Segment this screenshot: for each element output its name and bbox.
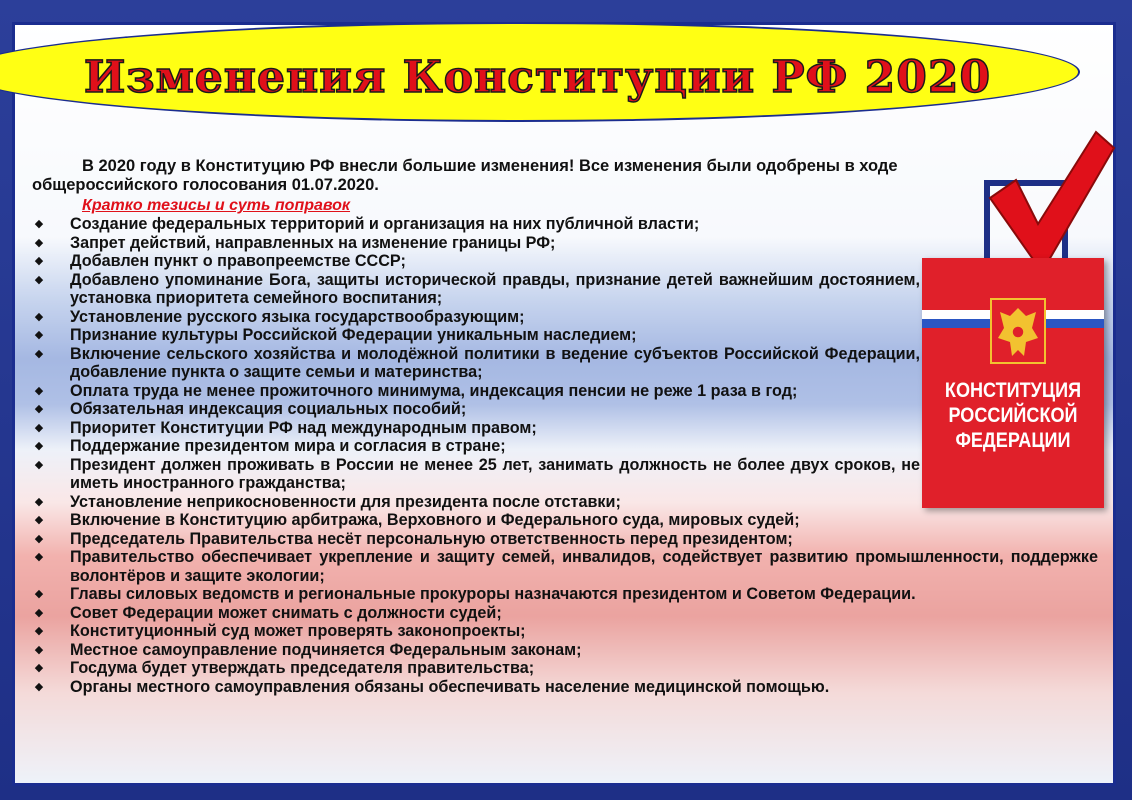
diamond-bullet-icon: ◆ bbox=[34, 625, 44, 637]
list-item: ◆ Совет Федерации может снимать с должности судей; bbox=[32, 604, 1098, 623]
list-item: ◆ Установление неприкосновенности для президента после отставки; bbox=[32, 493, 1098, 512]
diamond-bullet-icon: ◆ bbox=[34, 458, 44, 471]
list-item: ◆ Включение в Конституцию арбитража, Верховного и Федерального суда, мировых судей; bbox=[32, 511, 1098, 530]
list-item: ◆ Признание культуры Российской Федерации уникальным наследием; bbox=[32, 326, 920, 345]
coat-of-arms-icon bbox=[990, 298, 1046, 364]
list-item: ◆ Правительство обеспечивает укрепление и защиту семей, инвалидов, содействует развитию промышленности, поддержке волонтёров и защите экологии; bbox=[32, 548, 1098, 585]
list-item: ◆ Госдума будет утверждать председателя правительства; bbox=[32, 659, 1098, 678]
list-item: ◆ Президент должен проживать в России не менее 25 лет, занимать должность не более двух сроков, не иметь иностранного гражданства; bbox=[32, 456, 920, 493]
diamond-bullet-icon: ◆ bbox=[34, 255, 44, 267]
intro-text: В 2020 году в Конституцию РФ внесли большие изменения! Все изменения были одобрены в ходе общероссийского голосования 01.07.2020. bbox=[32, 157, 898, 194]
diamond-bullet-icon: ◆ bbox=[34, 680, 44, 693]
list-item: ◆ Обязательная индексация социальных пособий; bbox=[32, 400, 920, 419]
list-item: ◆ Оплата труда не менее прожиточного минимума, индексация пенсии не реже 1 раза в год; bbox=[32, 382, 920, 401]
subheading: Кратко тезисы и суть поправок bbox=[82, 197, 351, 214]
list-item: ◆ Приоритет Конституции РФ над международным правом; bbox=[32, 419, 920, 438]
constitution-book bbox=[922, 258, 1104, 508]
checkmark-icon bbox=[968, 120, 1118, 280]
list-item: ◆ Установление русского языка государствообразующим; bbox=[32, 308, 920, 327]
diamond-bullet-icon: ◆ bbox=[34, 329, 44, 341]
list-item: ◆ Поддержание президентом мира и согласия в стране; bbox=[32, 437, 920, 456]
diamond-bullet-icon: ◆ bbox=[34, 384, 44, 397]
list-item: ◆ Запрет действий, направленных на изменение границы РФ; bbox=[32, 234, 920, 253]
diamond-bullet-icon: ◆ bbox=[34, 662, 44, 674]
list-item: ◆ Добавлено упоминание Бога, защиты исторической правды, признание детей важнейшим достоянием, установка приоритета семейного воспитания; bbox=[32, 271, 920, 308]
list-item: ◆ Создание федеральных территорий и организация на них публичной власти; bbox=[32, 215, 920, 234]
diamond-bullet-icon: ◆ bbox=[34, 495, 44, 508]
diamond-bullet-icon: ◆ bbox=[34, 218, 44, 230]
diamond-bullet-icon: ◆ bbox=[34, 421, 44, 434]
diamond-bullet-icon: ◆ bbox=[34, 403, 44, 415]
diamond-bullet-icon: ◆ bbox=[34, 236, 44, 249]
diamond-bullet-icon: ◆ bbox=[34, 273, 44, 286]
diamond-bullet-icon: ◆ bbox=[34, 588, 44, 600]
diamond-bullet-icon: ◆ bbox=[34, 514, 44, 526]
list-item: ◆ Конституционный суд может проверять законопроекты; bbox=[32, 622, 1098, 641]
diamond-bullet-icon: ◆ bbox=[34, 347, 44, 360]
book-title: КОНСТИТУЦИЯ РОССИЙСКОЙ ФЕДЕРАЦИИ bbox=[944, 379, 1082, 452]
diamond-bullet-icon: ◆ bbox=[34, 310, 44, 323]
diamond-bullet-icon: ◆ bbox=[34, 532, 44, 545]
diamond-bullet-icon: ◆ bbox=[34, 606, 44, 619]
list-item: ◆ Главы силовых ведомств и региональные прокуроры назначаются президентом и Советом Федерации. bbox=[32, 585, 1098, 604]
list-item: ◆ Местное самоуправление подчиняется Федеральным законам; bbox=[32, 641, 1098, 660]
diamond-bullet-icon: ◆ bbox=[34, 643, 44, 656]
page-title: Изменения Конституции РФ 2020 bbox=[83, 52, 992, 103]
diamond-bullet-icon: ◆ bbox=[34, 440, 44, 452]
list-item: ◆ Добавлен пункт о правопреемстве СССР; bbox=[32, 252, 920, 271]
list-item: ◆ Включение сельского хозяйства и молодёжной политики в ведение субъектов Российской Федерации, добавление пункта о защите семьи и материнства; bbox=[32, 345, 920, 382]
list-item: ◆ Председатель Правительства несёт персональную ответственность перед президентом; bbox=[32, 530, 1098, 549]
list-item: ◆ Органы местного самоуправления обязаны обеспечивать население медицинской помощью. bbox=[32, 678, 1098, 697]
diamond-bullet-icon: ◆ bbox=[34, 551, 44, 563]
